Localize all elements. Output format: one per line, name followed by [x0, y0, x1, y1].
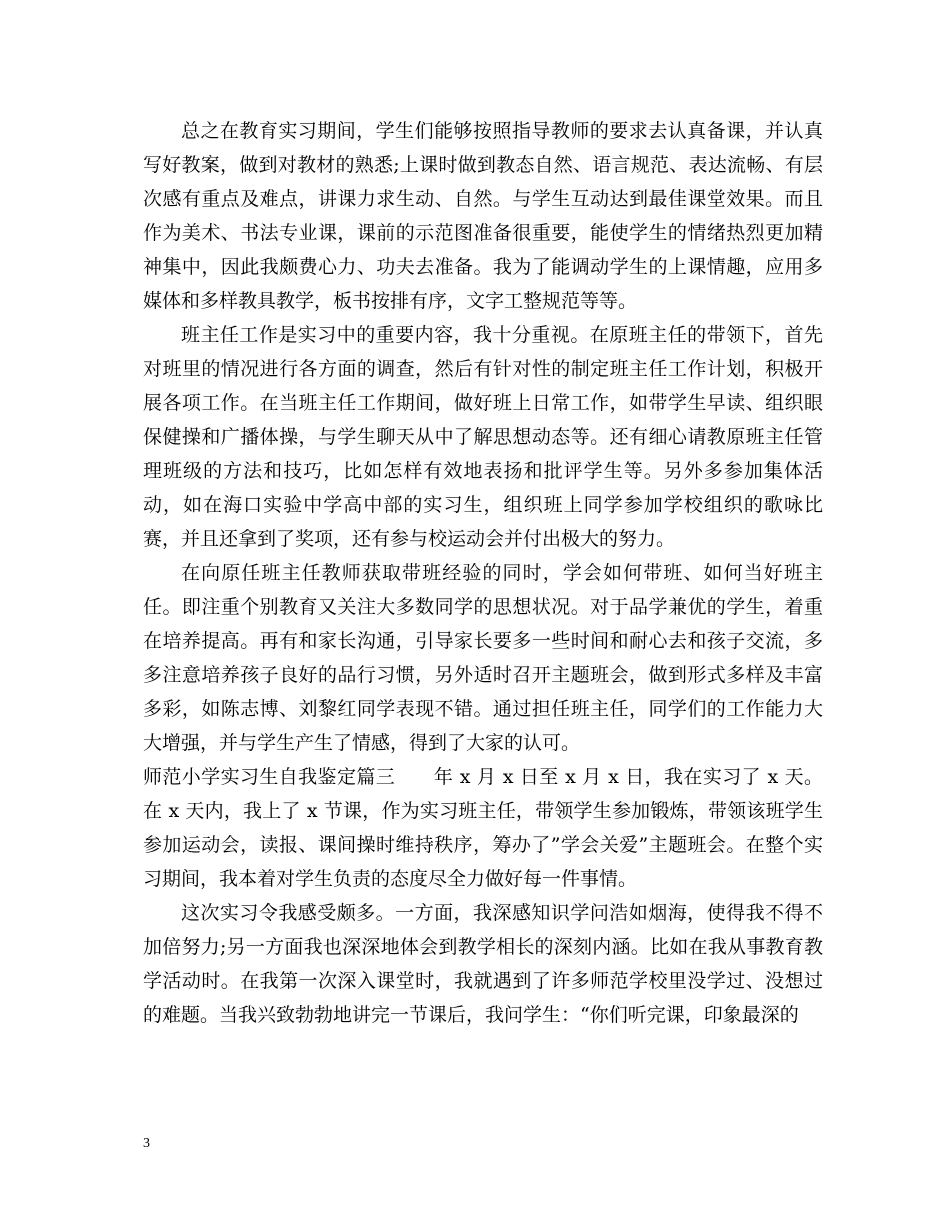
paragraph-class-teacher-work: 班主任工作是实习中的重要内容，我十分重视。在原班主任的带领下，首先对班里的情况进行各方面的调查，然后有针对性的制定班主任工作计划，积极开展各项工作。在当班主任工作期间，做好班上日常工作，如带学生早读、组织眼保健操和广播体操，与学生聊天从中了解思想动态等。还有细心请教原班主任管理班级的方法和技巧，比如怎样有效地表扬和批评学生等。另外多参加集体活动，如在海口实验中学高中部的实习生，组织班上同学参加学校组织的歌咏比赛，并且还拿到了奖项，还有参与校运动会并付出极大的努力。	[143, 324, 823, 550]
paragraph-class-experience: 在向原任班主任教师获取带班经验的同时，学会如何带班、如何当好班主任。即注重个别教育又关注大多数同学的思想状况。对于品学兼优的学生，着重在培养提高。再有和家长沟通，引导家长要多一些时间和耐心去和孩子交流，多多注意培养孩子良好的品行习惯，另外适时召开主题班会，做到形式多样及丰富多彩，如陈志博、刘黎红同学表现不错。通过担任班主任，同学们的工作能力大大增强，并与学生产生了情感，得到了大家的认可。	[143, 562, 823, 754]
paragraph-internship-feelings: 这次实习令我感受颇多。一方面，我深感知识学问浩如烟海，使得我不得不加倍努力;另一方面我也深深地体会到教学相长的深刻内涵。比如在我从事教育教学活动时。在我第一次深入课堂时，我就遇到了许多师范学校里没学过、没想过的难题。当我兴致勃勃地讲完一节课后，我问学生：“你们听完课，印象最深的	[143, 902, 823, 1026]
paragraph-teaching-summary: 总之在教育实习期间，学生们能够按照指导教师的要求去认真备课，并认真写好教案，做到对教材的熟悉;上课时做到教态自然、语言规范、表达流畅、有层次感有重点及难点，讲课力求生动、自然。与学生互动达到最佳课堂效果。而且作为美术、书法专业课，课前的示范图准备很重要，能使学生的情绪热烈更加精神集中，因此我颇费心力、功夫去准备。我为了能调动学生的上课情趣，应用多媒体和多样教具教学，板书按排有序，文字工整规范等等。	[143, 120, 823, 312]
document-body	[143, 114, 823, 1032]
page-number: 3	[143, 1136, 150, 1151]
paragraph-section-three: 师范小学实习生自我鉴定篇三 年 x 月 x 日至 x 月 x 日，我在实习了 x 天。在 x 天内，我上了 x 节课，作为实习班主任，带领学生参加锻炼，带领该班学生参加运动会，读报、课间操时维持秩序，筹办了”学会关爱”主题班会。在整个实习期间，我本着对学生负责的态度尽全力做好每一件事情。	[143, 766, 823, 890]
